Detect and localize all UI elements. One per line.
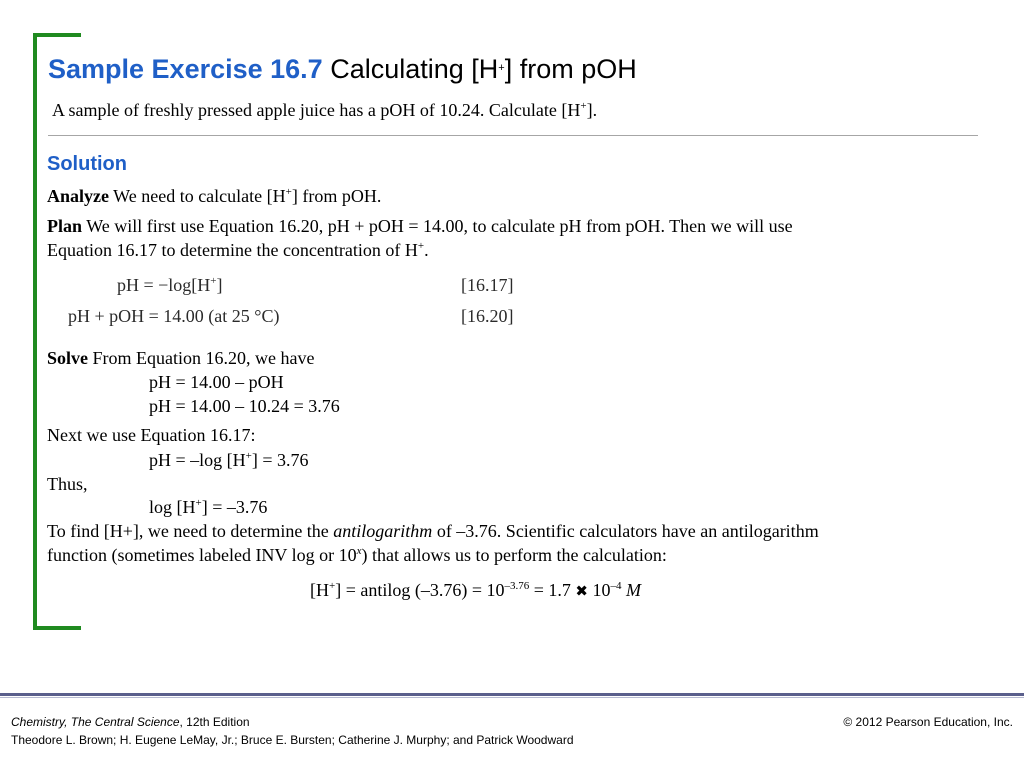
title-text-pre: Calculating [H <box>322 54 499 84</box>
final-part-4: 10 <box>587 580 611 600</box>
solve-label: Solve <box>47 348 89 368</box>
next-line: Next we use Equation 16.17: <box>47 425 256 445</box>
slide-title <box>48 54 637 85</box>
divider-line <box>48 135 978 136</box>
function-line <box>47 545 667 566</box>
equation-16-20: pH + pOH = 14.00 (at 25 °C) <box>68 306 280 326</box>
step-3-superscript: + <box>245 450 252 462</box>
thus-line: Thus, <box>47 474 88 494</box>
final-part-3: = 1.7 <box>529 580 576 600</box>
footer-book-title: Chemistry, The Central Science <box>11 715 180 729</box>
solve-step-3 <box>149 450 309 471</box>
multiply-icon: ✖ <box>575 582 588 600</box>
equation-16-17-superscript: + <box>210 275 217 287</box>
equation-number-16-20: [16.20] <box>461 306 514 326</box>
final-superscript-1: + <box>329 580 336 592</box>
function-text-post: ) that allows us to perform the calculation: <box>361 545 667 565</box>
plan-text-2-post: . <box>424 240 429 260</box>
equation-number-16-17: [16.17] <box>461 275 514 295</box>
antilog-text-post: of –3.76. Scientific calculators have an antilogarithm <box>432 521 819 541</box>
title-superscript: + <box>498 62 505 74</box>
solve-step-2: pH = 14.00 – 10.24 = 3.76 <box>149 396 340 416</box>
antilog-text-pre: To find [H+], we need to determine the <box>47 521 334 541</box>
solve-line <box>47 348 314 369</box>
equation-16-17 <box>117 275 223 296</box>
antilog-italic: antilogarithm <box>333 521 433 541</box>
solve-step-1: pH = 14.00 – pOH <box>149 372 284 392</box>
footer-book-line <box>11 715 250 729</box>
final-superscript-3: –4 <box>610 580 622 592</box>
plan-line-2 <box>47 240 429 261</box>
final-part-2: ] = antilog (–3.76) = 10 <box>335 580 505 600</box>
problem-text-pre: A sample of freshly pressed apple juice has a pOH of 10.24. Calculate [H <box>52 100 581 120</box>
analyze-line <box>47 186 381 207</box>
step-4-pre: log [H <box>149 497 196 517</box>
plan-superscript: + <box>417 240 425 252</box>
solution-heading: Solution <box>47 153 127 175</box>
problem-superscript: + <box>580 100 587 112</box>
step-4-superscript: + <box>195 497 202 509</box>
analyze-label: Analyze <box>47 186 109 206</box>
plan-text-2-pre: Equation 16.17 to determine the concentration of H <box>47 240 418 260</box>
problem-statement <box>52 100 597 121</box>
final-part-1: [H <box>310 580 329 600</box>
equation-16-17-pre: pH = −log[H <box>117 275 211 295</box>
analyze-text-post: ] from pOH. <box>291 186 382 206</box>
step-3-pre: pH = –log [H <box>149 450 246 470</box>
equation-16-17-post: ] <box>216 275 223 295</box>
plan-text-1: We will first use Equation 16.20, pH + pOH = 14.00, to calculate pH from pOH. Then we will use <box>82 216 793 236</box>
analyze-superscript: + <box>285 186 292 198</box>
final-superscript-2: –3.76 <box>504 580 530 592</box>
function-text-pre: function (sometimes labeled INV log or 10 <box>47 545 357 565</box>
footer-copyright: © 2012 Pearson Education, Inc. <box>843 715 1013 729</box>
footer-divider <box>0 693 1024 696</box>
function-superscript: x <box>356 545 362 557</box>
step-4-post: ] = –3.76 <box>201 497 268 517</box>
title-text-post: ] from pOH <box>504 54 637 84</box>
exercise-label: Sample Exercise 16.7 <box>48 54 323 84</box>
footer-divider-light <box>0 697 1024 698</box>
solve-intro: From Equation 16.20, we have <box>88 348 315 368</box>
solve-step-4 <box>149 497 267 518</box>
plan-label: Plan <box>47 216 83 236</box>
problem-text-post: ]. <box>586 100 598 120</box>
step-3-post: ] = 3.76 <box>251 450 309 470</box>
antilog-line <box>47 521 819 542</box>
analyze-text-pre: We need to calculate [H <box>109 186 286 206</box>
footer-authors: Theodore L. Brown; H. Eugene LeMay, Jr.; Bruce E. Bursten; Catherine J. Murphy; and Patrick Woodward <box>11 733 574 747</box>
plan-line-1 <box>47 216 793 237</box>
footer-edition: , 12th Edition <box>179 715 250 729</box>
final-equation <box>310 580 641 601</box>
molarity-unit: M <box>625 580 641 600</box>
